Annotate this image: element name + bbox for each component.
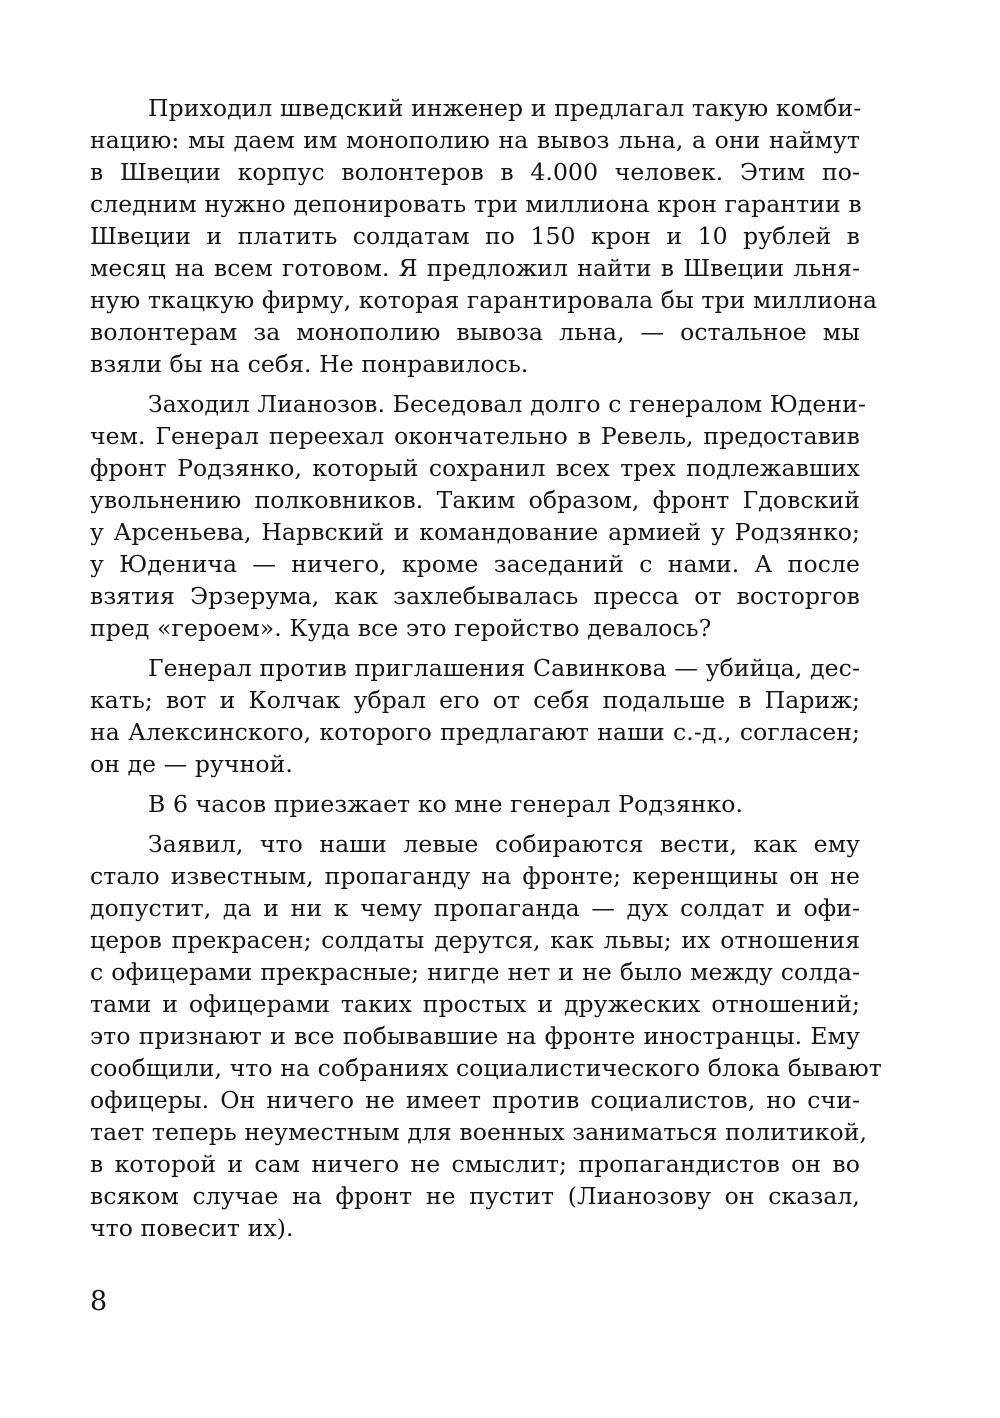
paragraph xyxy=(90,828,882,1244)
text-line: Заходил Лианозов. Беседовал долго с генералом Юдени- xyxy=(148,390,866,418)
text-line: в Швеции корпус волонтеров в 4.000 человек. Этим по- xyxy=(90,158,860,186)
text-line: Швеции и платить солдатам по 150 крон и 10 рублей в xyxy=(90,222,860,250)
text-line: допустит, да и ни к чему пропаганда — дух солдат и офи- xyxy=(90,894,860,922)
paragraph xyxy=(90,652,860,780)
text-line: волонтерам за монополию вывоза льна, — остальное мы xyxy=(90,318,860,346)
text-line: фронт Родзянко, который сохранил всех трех подлежавших xyxy=(90,454,860,482)
paragraph xyxy=(90,788,860,820)
text-line: у Юденича — ничего, кроме заседаний с нами. А после xyxy=(90,550,860,578)
text-line: увольнению полковников. Таким образом, фронт Гдовский xyxy=(90,486,860,514)
text-line: Приходил шведский инженер и предлагал такую комби- xyxy=(148,94,862,122)
text-line: В 6 часов приезжает ко мне генерал Родзянко. xyxy=(148,790,744,818)
text-line: сообщили, что на собраниях социалистического блока бывают xyxy=(90,1054,882,1082)
text-line: в которой и сам ничего не смыслит; пропагандистов он во xyxy=(90,1150,860,1178)
text-line: Заявил, что наши левые собираются вести, как ему xyxy=(148,830,860,858)
text-line: нацию: мы даем им монополию на вывоз льна, а они наймут xyxy=(90,126,860,154)
text-line: стало известным, пропаганду на фронте; керенщины он не xyxy=(90,862,860,890)
text-line: с офицерами прекрасные; нигде нет и не было между солда- xyxy=(90,958,860,986)
text-line: пред «героем». Куда все это геройство девалось? xyxy=(90,614,712,642)
text-line: у Арсеньева, Нарвский и командование армией у Родзянко; xyxy=(90,518,860,546)
text-line: месяц на всем готовом. Я предложил найти в Швеции льня- xyxy=(90,254,860,282)
text-line: взяли бы на себя. Не понравилось. xyxy=(90,350,529,378)
text-line: офицеры. Он ничего не имеет против социалистов, но счи- xyxy=(90,1086,860,1114)
paragraph xyxy=(90,92,878,380)
text-line: взятия Эрзерума, как захлебывалась пресса от восторгов xyxy=(90,582,860,610)
text-line: что повесит их). xyxy=(90,1214,294,1242)
body-text xyxy=(90,92,882,1252)
text-line: следним нужно депонировать три миллиона крон гарантии в xyxy=(90,190,862,218)
text-line: это признают и все побывавшие на фронте иностранцы. Ему xyxy=(90,1022,860,1050)
text-line: на Алексинского, которого предлагают наши с.-д., согласен; xyxy=(90,718,860,746)
text-line: чем. Генерал переехал окончательно в Ревель, предоставив xyxy=(90,422,860,450)
text-line: тами и офицерами таких простых и дружеских отношений; xyxy=(90,990,860,1018)
text-line: всяком случае на фронт не пустит (Лианозову он сказал, xyxy=(90,1182,860,1210)
text-line: тает теперь неуместным для военных заниматься политикой, xyxy=(90,1118,868,1146)
paragraph xyxy=(90,388,866,644)
text-line: церов прекрасен; солдаты дерутся, как львы; их отношения xyxy=(90,926,860,954)
page-number: 8 xyxy=(90,1286,108,1317)
text-line: кать; вот и Колчак убрал его от себя подальше в Париж; xyxy=(90,686,860,714)
text-line: он де — ручной. xyxy=(90,750,293,778)
text-line: Генерал против приглашения Савинкова — убийца, дес- xyxy=(148,654,860,682)
text-line: ную ткацкую фирму, которая гарантировала бы три миллиона xyxy=(90,286,878,314)
